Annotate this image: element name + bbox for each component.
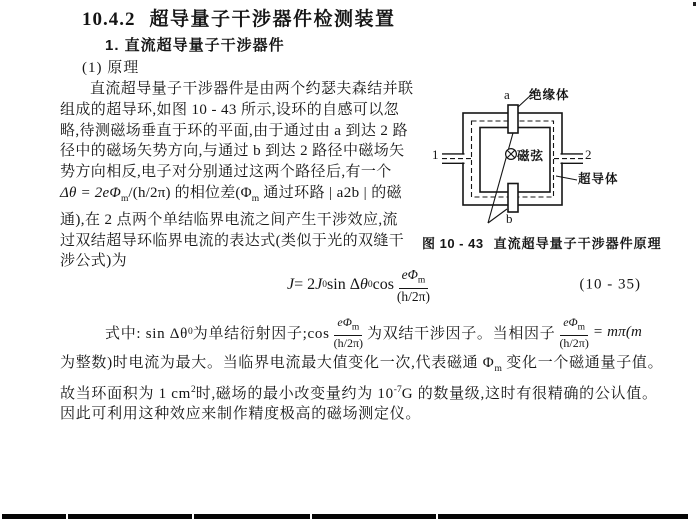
section-title <box>82 4 396 31</box>
inline-fraction: $\frac{e\Phi_m}{(h/2\pi)}$ <box>333 315 364 350</box>
figure-label-field: 磁弦 <box>517 149 545 163</box>
para2-line: 为整数)时电流为最大。当临界电流最大值变化一次,代表磁通 $\Phi_m$ 变化一个磁通量子值。 <box>60 355 664 374</box>
paragraph-principle <box>60 79 428 272</box>
equation-10-35: J = 2 J 0 sin Δ θ 0 cos $\frac{e\Phi_m}{(h/2\pi)}$ (10 - 35) <box>287 266 641 304</box>
inline-fraction: $\frac{e\Phi_m}{(h/2\pi)}$ <box>559 315 589 350</box>
para2-line-math: 式中: sin Δθ 0 为单结衍射因子;cos $\frac{e\Phi_m}{(h/2\pi)}$ 为双结干涉因子。当相因子 $\frac{e\Phi_m}{(h/2\pi)}$ = mπ(m <box>105 315 643 350</box>
section-title-text: 超导量子干涉器件检测装置 <box>149 9 396 30</box>
equation-number: (10 - 35) <box>579 276 641 293</box>
subheading-2: (1) 原理 <box>82 60 140 76</box>
para1-line: 涉公式)为 <box>60 253 127 270</box>
para1-line: 组成的超导环,如图 10 - 43 所示,设环的自感可以忽 <box>60 101 400 118</box>
subheading-1: 1. 直流超导量子干涉器件 <box>105 37 285 54</box>
para1-line-math: $\Delta\theta = 2e\Phi_m/(h/2\pi)$ 的相位差($\Phi_m$ 通过环路 | a2b | 的磁 <box>60 184 403 204</box>
flux-into-page-icon <box>506 149 517 160</box>
figure-label-insulator: 绝缘体 <box>529 88 570 102</box>
para1-line: 通),在 2 点两个单结临界电流之间产生干涉效应,流 <box>60 211 398 228</box>
para1-line: 过双结超导环临界电流的表达式(类似于光的双缝干 <box>60 232 405 249</box>
para2-line: 因此可利用这种效应来制作精度极高的磁场测定仪。 <box>60 406 422 423</box>
para2-line: 故当环面积为 1 $cm^2$时,磁场的最小改变量约为 $10^{-7}G$ 的数量级,这时有很精确的公认值。 <box>60 384 658 402</box>
para1-line: 势方向相反,电子对分别通过这两个路径后,有一个 <box>60 164 392 181</box>
lead-left <box>442 154 471 163</box>
lead-right <box>554 154 583 163</box>
para1-line: 径中的磁场矢势方向,与通过 b 到达 2 路径中磁场矢 <box>60 143 405 160</box>
figure-caption <box>422 233 662 252</box>
equation-fraction: $\frac{e\Phi_m}{(h/2\pi)}$ <box>396 266 430 304</box>
scan-edge-bar <box>2 514 688 519</box>
para1-line: 略,待测磁场垂直于环的平面,由于通过由 a 到达 2 路 <box>60 122 408 139</box>
paragraph-discussion <box>60 311 664 425</box>
junction-b <box>508 184 518 213</box>
figure-label-a: a <box>504 87 510 102</box>
figure-caption-number: 图 10 - 43 <box>422 236 484 251</box>
para1-line: 直流超导量子干涉器件是由两个约瑟夫森结并联 <box>90 81 414 97</box>
scan-speck <box>693 2 696 6</box>
section-number: 10.4.2 <box>82 9 136 30</box>
figure-label-superconductor: 超导体 <box>578 172 619 186</box>
figure-caption-text: 直流超导量子干涉器件原理 <box>493 236 662 251</box>
superconductor-leader-line <box>556 176 577 180</box>
junction-a <box>508 105 518 133</box>
figure-label-b: b <box>506 211 513 226</box>
figure-label-terminal-1: 1 <box>432 147 439 162</box>
figure-label-terminal-2: 2 <box>585 147 592 162</box>
